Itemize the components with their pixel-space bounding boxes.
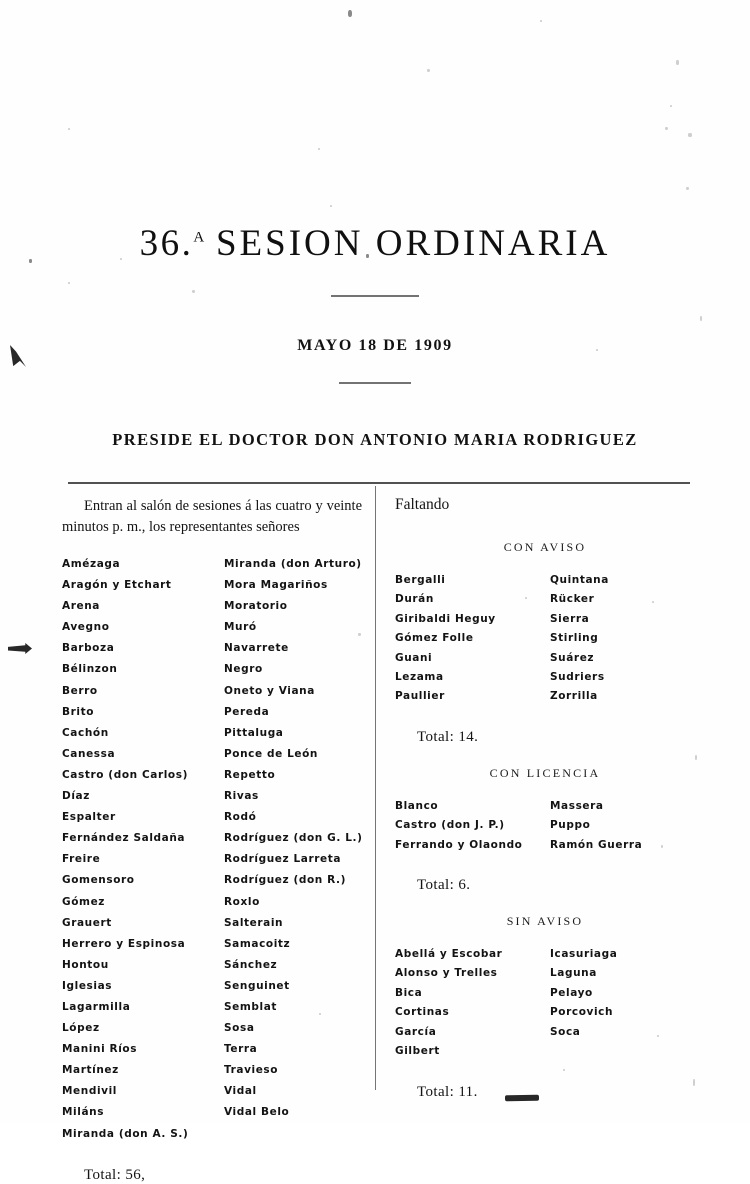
scan-speck: [695, 755, 697, 760]
member-name: Porcovich: [550, 1006, 614, 1019]
absent-section-total: Total: 11.: [417, 1083, 478, 1100]
member-name: Blanco: [395, 799, 439, 812]
member-name: Sánchez: [224, 958, 278, 971]
member-name: Sosa: [224, 1022, 255, 1035]
member-name: Repetto: [224, 768, 276, 781]
member-name: Aragón y Etchart: [62, 579, 172, 592]
member-name: Ferrando y Olaondo: [395, 838, 523, 851]
member-name: Lezama: [395, 671, 444, 684]
member-name: Puppo: [550, 819, 591, 832]
member-name: Arena: [62, 600, 100, 613]
member-name: Fernández Saldaña: [62, 832, 186, 845]
member-name: Amézaga: [62, 558, 121, 570]
present-members-col-b: [224, 554, 367, 1145]
member-name: Navarrete: [224, 642, 289, 655]
member-name: Pereda: [224, 705, 270, 718]
scan-speck: [192, 290, 195, 293]
member-name: Pelayo: [550, 986, 593, 999]
member-name: Rodríguez (don R.): [224, 874, 346, 887]
member-name: Cortinas: [395, 1006, 450, 1019]
member-name: Rivas: [224, 790, 259, 803]
scan-speck: [670, 105, 672, 107]
member-name: Rodríguez (don G. L.): [224, 832, 363, 845]
member-name: Icasuriaga: [550, 948, 618, 961]
scan-speck: [700, 316, 702, 321]
member-name: Travieso: [224, 1064, 279, 1077]
column-divider: [375, 486, 376, 1090]
attendance-intro-paragraph: Entran al salón de sesiones á las cuatro y veinte minutos p. m., los representantes señores: [62, 498, 362, 535]
member-name: Rodríguez Larreta: [224, 853, 342, 866]
member-name: Gómez: [62, 895, 106, 908]
absent-members-col-b: [550, 945, 695, 1061]
member-name: Terra: [224, 1043, 258, 1056]
member-name: Abellá y Escobar: [395, 948, 503, 961]
member-name: Muró: [224, 621, 257, 634]
page-bottom-ornament: [505, 1095, 539, 1102]
member-name: Gomensoro: [62, 874, 135, 887]
member-name: Oneto y Viana: [224, 684, 315, 697]
present-members-list: [62, 554, 367, 1145]
member-name: Gómez Folle: [395, 632, 474, 645]
member-name: Mora Magariños: [224, 579, 328, 592]
member-name: Bélinzon: [62, 663, 118, 676]
member-name: Miranda (don Arturo): [224, 558, 362, 570]
header-separator-rule: [68, 482, 690, 484]
absent-members-col-a: [395, 571, 540, 707]
session-number-ordinal: A: [193, 229, 205, 246]
member-name: Sudriers: [550, 671, 605, 684]
member-name: Rücker: [550, 593, 595, 606]
divider-rule-second: [339, 382, 411, 384]
member-name: Freire: [62, 853, 101, 866]
member-name: Rodó: [224, 811, 257, 824]
member-name: Semblat: [224, 1000, 278, 1013]
member-name: Grauert: [62, 916, 112, 929]
member-name: Mendivil: [62, 1085, 118, 1098]
session-title-words: SESION ORDINARIA: [215, 223, 611, 264]
absent-section-subhead: CON LICENCIA: [489, 765, 601, 780]
member-name: Iglesias: [62, 979, 113, 992]
member-name: Durán: [395, 593, 434, 606]
member-name: Lagarmilla: [62, 1000, 131, 1013]
absent-members-col-b: [550, 571, 695, 707]
absent-members-col-b: [550, 797, 695, 855]
member-name: Herrero y Espinosa: [62, 937, 186, 950]
scan-speck: [427, 69, 430, 72]
scan-artifact-mark: [8, 643, 32, 654]
member-name: Senguinet: [224, 979, 290, 992]
member-name: García: [395, 1025, 437, 1038]
absent-column: [395, 496, 695, 1101]
member-name: Vidal: [224, 1085, 257, 1098]
member-name: Gilbert: [395, 1045, 440, 1058]
absent-members-list: [395, 571, 695, 707]
member-name: Laguna: [550, 967, 597, 980]
session-date: MAYO 18 DE 1909: [297, 337, 453, 354]
member-name: Barboza: [62, 642, 115, 655]
presiding-officer: PRESIDE EL DOCTOR DON ANTONIO MARIA RODRIGUEZ: [112, 430, 638, 449]
member-name: Hontou: [62, 958, 109, 971]
member-name: Samacoitz: [224, 937, 291, 950]
absent-members-list: [395, 797, 695, 855]
scan-speck: [688, 133, 692, 137]
member-name: Paullier: [395, 690, 445, 703]
member-name: Berro: [62, 684, 98, 697]
member-name: Bica: [395, 986, 423, 999]
absent-sections: [395, 540, 695, 1101]
member-name: Quintana: [550, 574, 609, 586]
member-name: Bergalli: [395, 574, 446, 586]
absent-heading: Faltando: [395, 496, 450, 513]
member-name: Soca: [550, 1025, 581, 1038]
member-name: Ramón Guerra: [550, 838, 643, 851]
scan-speck: [540, 20, 542, 22]
member-name: Miranda (don A. S.): [62, 1127, 189, 1140]
session-number: 36.: [139, 223, 194, 264]
absent-section-total: Total: 6.: [417, 877, 471, 894]
scan-speck: [318, 148, 320, 150]
scan-speck: [686, 187, 689, 190]
member-name: Ponce de León: [224, 747, 318, 760]
member-name: Brito: [62, 705, 95, 718]
absent-section-subhead: CON AVISO: [503, 540, 587, 554]
member-name: Guani: [395, 651, 433, 664]
member-name: Espalter: [62, 811, 116, 824]
absent-members-col-a: [395, 945, 540, 1061]
member-name: Alonso y Trelles: [395, 967, 498, 980]
member-name: Castro (don Carlos): [62, 768, 188, 781]
member-name: Pittaluga: [224, 726, 284, 739]
scan-speck: [676, 60, 679, 65]
member-name: Castro (don J. P.): [395, 819, 505, 832]
divider-rule-top: [331, 295, 419, 297]
member-name: Giribaldi Heguy: [395, 612, 496, 625]
scan-speck: [665, 127, 668, 130]
member-name: Martínez: [62, 1064, 119, 1077]
present-members-col-a: [62, 554, 220, 1145]
member-name: Cachón: [62, 726, 109, 739]
member-name: Canessa: [62, 747, 116, 760]
scan-speck: [330, 205, 332, 207]
absent-section-subhead: SIN AVISO: [506, 914, 584, 929]
absent-members-col-a: [395, 797, 540, 855]
member-name: Moratorio: [224, 600, 288, 613]
attendance-column: [62, 496, 367, 1184]
absent-section-total: Total: 14.: [417, 728, 479, 745]
scan-speck: [68, 128, 70, 130]
member-name: Salterain: [224, 916, 284, 929]
member-name: Zorrilla: [550, 690, 598, 703]
scan-speck: [68, 282, 70, 284]
member-name: Manini Ríos: [62, 1043, 138, 1056]
member-name: Sierra: [550, 612, 590, 625]
absent-members-list: [395, 945, 695, 1061]
member-name: Roxlo: [224, 895, 260, 908]
member-name: Vidal Belo: [224, 1106, 290, 1119]
member-name: Suárez: [550, 651, 595, 664]
member-name: Miláns: [62, 1106, 105, 1119]
member-name: Avegno: [62, 621, 110, 634]
present-total: Total: 56,: [84, 1166, 146, 1183]
member-name: Negro: [224, 663, 263, 676]
member-name: Massera: [550, 799, 604, 812]
scan-speck: [348, 10, 352, 17]
member-name: Díaz: [62, 790, 90, 803]
member-name: Stirling: [550, 632, 599, 645]
page-title: [0, 222, 750, 265]
member-name: López: [62, 1022, 100, 1035]
